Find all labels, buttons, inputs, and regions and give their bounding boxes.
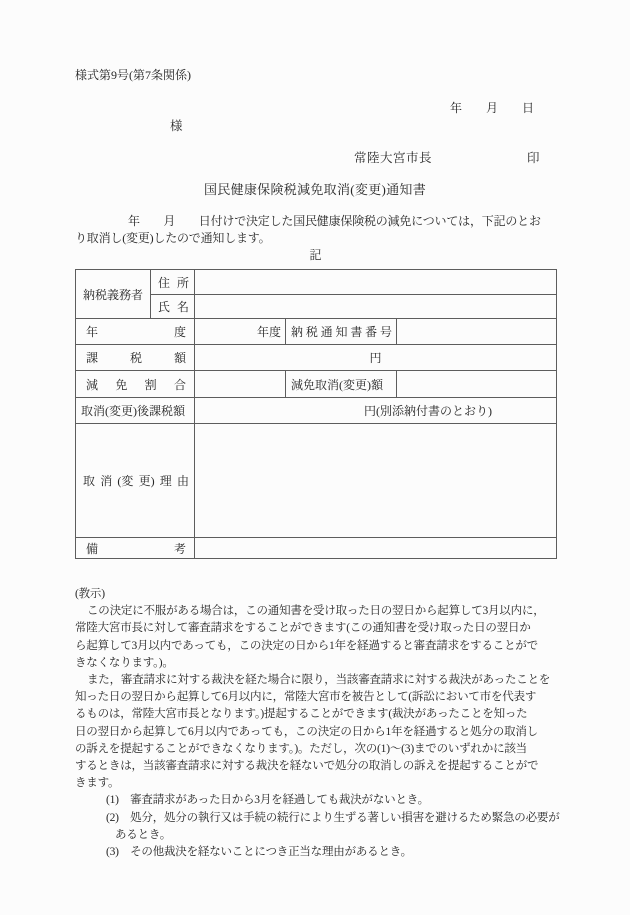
reduction-rate-value-cell [195, 371, 286, 398]
tax-amount-label-cell [76, 345, 195, 371]
record-marker: 記 [309, 248, 322, 262]
body-paragraph-line-1: 年 月 日付けで決定した国民健康保険税の減免については，下記のとお [128, 214, 541, 228]
notice-number-label: 納 税 通 知 書 番 号 [291, 325, 392, 339]
notice-number-label-cell [286, 319, 397, 345]
name-value-cell [195, 295, 557, 319]
reduction-rate-label-cell [76, 371, 195, 398]
issuer-name: 常陸大宮市長 [354, 151, 433, 165]
notice-table [75, 269, 557, 559]
form-number: 様式第9号(第7条関係) [75, 68, 191, 82]
taxpayer-label-cell: 納税義務者 [76, 270, 151, 319]
seal-mark: 印 [527, 151, 540, 165]
appeal-item-3: (3) その他裁決を経ないことにつき正当な理由があるとき。 [106, 846, 412, 859]
after-cancel-tax-value-cell: 円(別添納付書のとおり) [195, 398, 557, 424]
name-label: 氏 名 [158, 300, 189, 314]
cancel-reason-value-cell [195, 424, 557, 538]
tax-amount-value-cell: 円 [195, 345, 557, 371]
cancel-reason-label-cell [76, 424, 195, 538]
appeal-item-2-continuation: あるとき。 [115, 828, 172, 841]
appeal-line: この決定に不服がある場合は，この通知書を受け取った日の翌日から起算して3月以内に， [87, 605, 545, 618]
cancel-reason-label: 取 消 (変 更) 理 由 [83, 474, 189, 488]
remarks-value-cell [195, 538, 557, 559]
reduction-cancel-amount-value-cell [397, 371, 557, 398]
issue-date-line: 年 月 日 [450, 101, 535, 115]
remarks-label-cell [76, 538, 195, 559]
address-label-cell [151, 270, 195, 295]
appeal-item-1: (1) 審査請求があった日から3月を経過しても裁決がないとき。 [106, 794, 429, 807]
appeal-line: ら起算して3月以内であっても，この決定の日から1年を経過すると審査請求をすることがで [75, 639, 538, 652]
appeal-line: 常陸大宮市長に対して審査請求をすることができます(この通知書を受け取った日の翌日か [75, 622, 531, 635]
after-cancel-tax-label-cell: 取消(変更)後課税額 [76, 398, 195, 424]
address-value-cell [195, 270, 557, 295]
appeal-line: 知った日の翌日から起算して6月以内に，常陸大宮市を被告として(訴訟において市を代表す [75, 691, 537, 704]
body-paragraph-line-2: り取消し(変更)したので通知します。 [75, 231, 271, 245]
appeal-line: の訴えを提起することができなくなります。)。ただし，次の(1)～(3)までのいずれかに該当 [75, 742, 527, 755]
document-title: 国民健康保険税減免取消(変更)通知書 [203, 182, 427, 197]
appeal-instructions [75, 586, 575, 861]
appeal-line: 日の翌日から起算して6月以内であっても，この決定の日から1年を経過すると処分の取消し [75, 725, 538, 738]
reduction-cancel-amount-label-cell: 減免取消(変更)額 [286, 371, 397, 398]
fiscal-year-unit-cell: 年度 [195, 319, 286, 345]
address-label: 住 所 [158, 275, 189, 290]
reduction-rate-label: 減 免 割 合 [86, 377, 186, 392]
fiscal-year-label: 年 度 [86, 325, 186, 339]
fiscal-year-label-cell [76, 319, 195, 345]
appeal-heading: (教示) [75, 588, 105, 600]
appeal-line: きなくなります。)。 [75, 656, 174, 669]
appeal-line: きます。 [75, 777, 120, 790]
appeal-line: また，審査請求に対する裁決を経た場合に限り，当該審査請求に対する裁決があったことを [87, 674, 551, 687]
remarks-label: 備 考 [86, 541, 186, 556]
addressee-suffix: 様 [170, 119, 183, 133]
appeal-line: るものは，常陸大宮市長となります。)提起することができます(裁決があったことを知った [75, 708, 528, 721]
notice-number-value-cell [397, 319, 557, 345]
name-label-cell [151, 295, 195, 319]
tax-amount-label: 課 税 額 [86, 351, 186, 365]
appeal-item-2: (2) 処分，処分の執行又は手続の続行により生ずる著しい損害を避けるため緊急の必要が [106, 811, 560, 824]
appeal-line: するときは，当該審査請求に対する裁決を経ないで処分の取消しの訴えを提起することがで [75, 760, 539, 773]
